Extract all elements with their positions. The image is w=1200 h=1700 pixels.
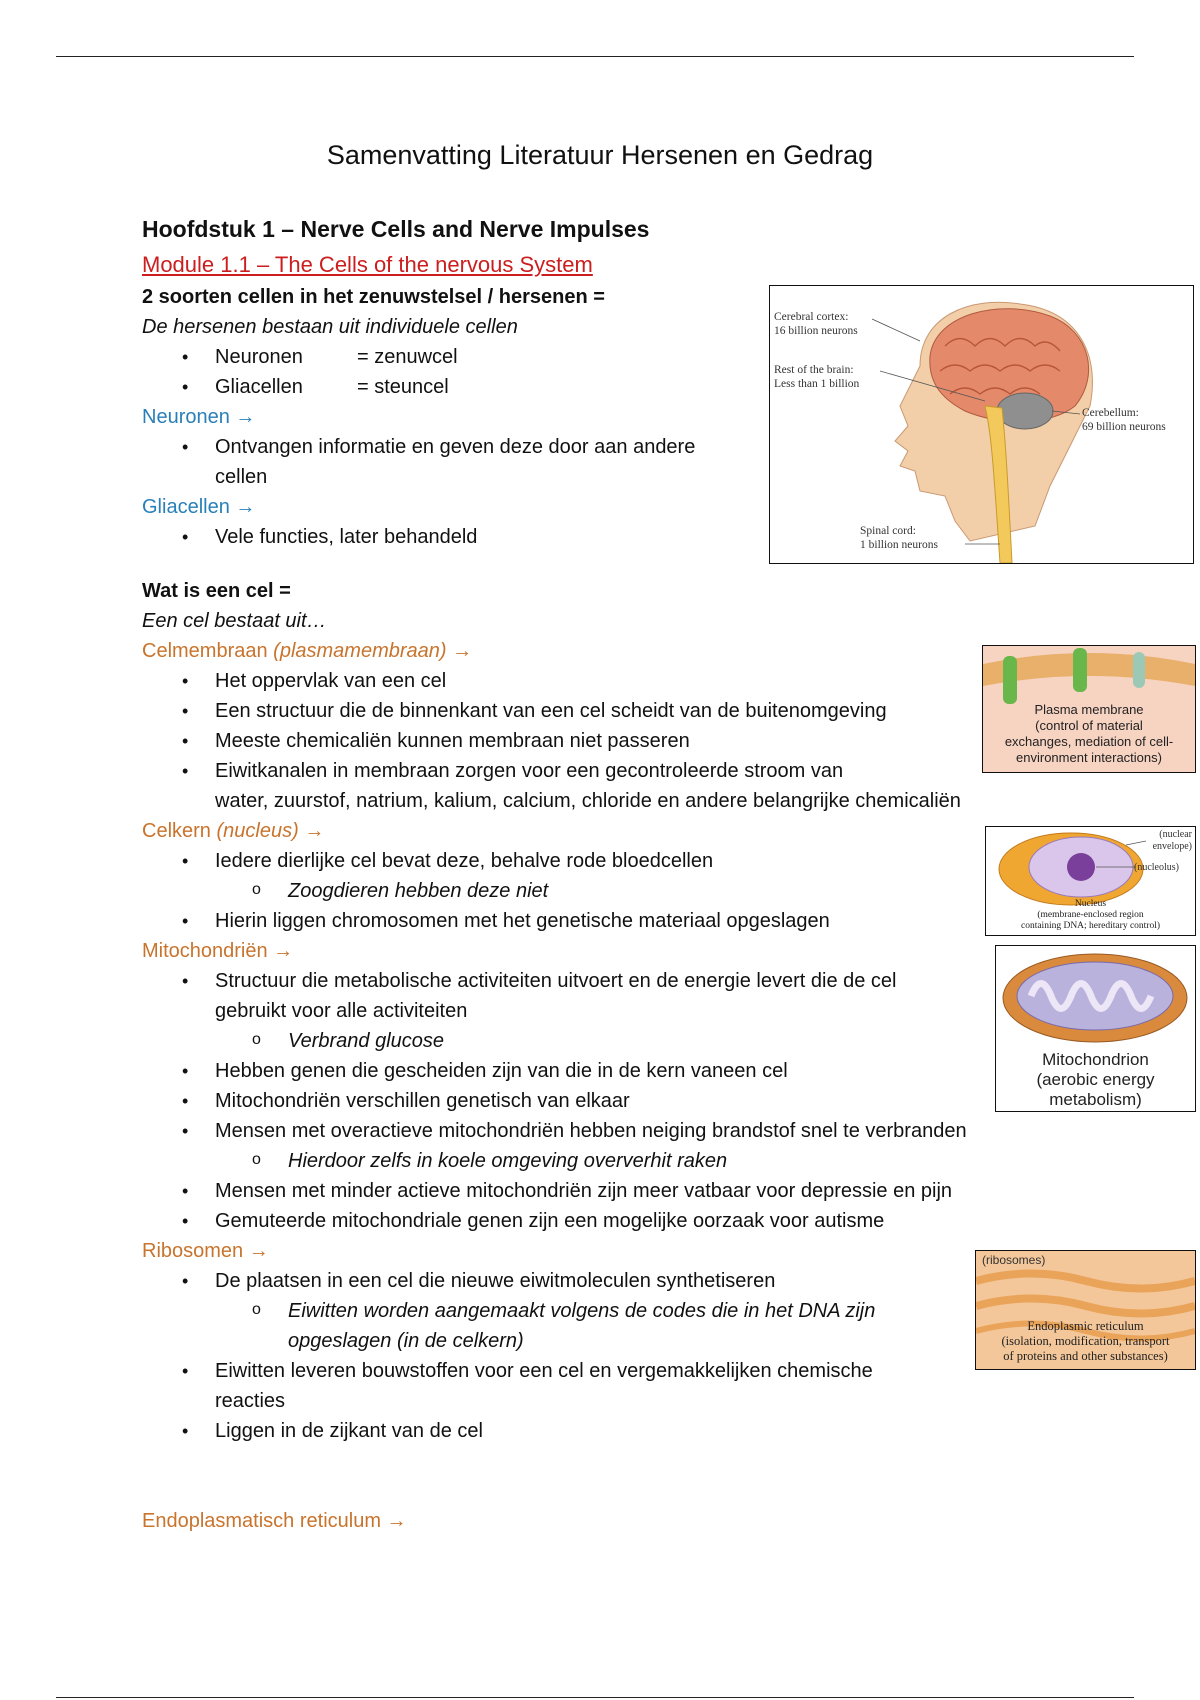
list-item: • Vele functies, later behandeld	[142, 522, 1142, 552]
rest-of-brain-label: Rest of the brain: Less than 1 billion	[774, 364, 860, 390]
cells-heading: 2 soorten cellen in het zenuwstelsel / hersenen =	[142, 286, 605, 308]
top-rule	[56, 56, 1134, 57]
list-item: • Eiwitkanalen in membraan zorgen voor een gecontroleerde stroom van	[142, 756, 1142, 786]
list-item: • Meeste chemicaliën kunnen membraan niet passeren	[142, 726, 1142, 756]
membrane-caption: Plasma membrane (control of material exchanges, mediation of cell- environment interactions)	[1004, 702, 1174, 765]
mitochondrion-figure	[995, 945, 1196, 1112]
list-item: • Een structuur die de binnenkant van een cel scheidt van de buitenomgeving	[142, 696, 1142, 726]
list-item-continuation: water, zuurstof, natrium, kalium, calcium, chloride en andere belangrijke chemicaliën	[215, 790, 961, 812]
list-item-continuation: reacties	[215, 1390, 286, 1412]
list-item: • Mensen met minder actieve mitochondriën zijn meer vatbaar voor depressie en pijn	[142, 1176, 1142, 1206]
mitochondrion-caption: Mitochondrion (aerobic energy metabolism)	[1036, 1050, 1155, 1109]
chapter-heading: Hoofdstuk 1 – Nerve Cells and Nerve Impulses	[142, 216, 650, 242]
cortex-label: Cerebral cortex: 16 billion neurons	[774, 311, 858, 337]
whatcell-intro: Een cel bestaat uit…	[142, 610, 327, 632]
spinal-cord-label: Spinal cord: 1 billion neurons	[860, 525, 938, 551]
er-caption: Endoplasmic reticulum (isolation, modification, transport of proteins and other substances)	[1001, 1319, 1170, 1363]
membrane-label: Celmembraan (plasmamembraan) →	[142, 640, 473, 662]
list-item: • Mitochondriën verschillen genetisch van elkaar	[142, 1086, 1142, 1116]
list-item-continuation: cellen	[215, 466, 268, 488]
mitochondria-list	[142, 966, 1142, 996]
list-item: • Mensen met overactieve mitochondriën hebben neiging brandstof snel te verbranden	[142, 1116, 1142, 1146]
whatcell-heading: Wat is een cel =	[142, 580, 291, 602]
bottom-rule	[56, 1697, 1134, 1698]
brain-figure	[769, 285, 1194, 564]
list-item: • Liggen in de zijkant van de cel	[142, 1416, 1142, 1446]
membrane-figure	[982, 645, 1196, 773]
list-item: • Iedere dierlijke cel bevat deze, behalve rode bloedcellen	[142, 846, 1142, 876]
list-item: • De plaatsen in een cel die nieuwe eiwitmoleculen synthetiseren	[142, 1266, 1142, 1296]
ribosomes-label-fig: (ribosomes)	[982, 1253, 1046, 1267]
cerebellum-label: Cerebellum: 69 billion neurons	[1082, 407, 1166, 433]
list-item: • Gliacellen = steuncel	[142, 372, 1142, 402]
list-item: • Gemuteerde mitochondriale genen zijn een mogelijke oorzaak voor autisme	[142, 1206, 1142, 1236]
sub-list-item: o Verbrand glucose	[142, 1026, 1142, 1056]
nucleus-caption: Nucleus (membrane-enclosed region containing DNA; hereditary control)	[1020, 899, 1161, 931]
nucleus-figure	[985, 826, 1196, 936]
list-item: • Structuur die metabolische activiteiten uitvoert en de energie levert die de cel	[142, 966, 1142, 996]
nucleolus-label: (nucleolus)	[1134, 862, 1179, 873]
list-item-continuation: gebruikt voor alle activiteiten	[215, 1000, 468, 1022]
module-heading: Module 1.1 – The Cells of the nervous System	[142, 252, 593, 277]
list-item: • Hierin liggen chromosomen met het genetische materiaal opgeslagen	[142, 906, 1142, 936]
er-figure	[975, 1250, 1196, 1370]
neurons-label: Neuronen →	[142, 406, 256, 428]
list-item: • Het oppervlak van een cel	[142, 666, 1142, 696]
nucleus-label: Celkern (nucleus) →	[142, 820, 325, 842]
nuclear-envelope-label: (nuclear envelope)	[1152, 829, 1192, 852]
ribosomes-label: Ribosomen →	[142, 1240, 269, 1262]
glia-label: Gliacellen →	[142, 496, 256, 518]
er-label: Endoplasmatisch reticulum →	[142, 1510, 407, 1532]
sub-list-item: o Hierdoor zelfs in koele omgeving oververhit raken	[142, 1146, 1142, 1176]
cells-intro: De hersenen bestaan uit individuele cellen	[142, 316, 518, 338]
page-title: Samenvatting Literatuur Hersenen en Gedrag	[326, 140, 874, 170]
mitochondria-label: Mitochondriën →	[142, 940, 294, 962]
list-item: • Hebben genen die gescheiden zijn van die in de kern vaneen cel	[142, 1056, 1142, 1086]
sub-list-item: o Eiwitten worden aangemaakt volgens de codes die in het DNA zijn	[142, 1296, 1142, 1326]
list-item-continuation: opgeslagen (in de celkern)	[288, 1330, 524, 1352]
list-item: • Ontvangen informatie en geven deze door aan andere	[142, 432, 1142, 462]
sub-list-item: o Zoogdieren hebben deze niet	[142, 876, 1142, 906]
list-item: • Neuronen = zenuwcel	[142, 342, 1142, 372]
list-item: • Eiwitten leveren bouwstoffen voor een cel en vergemakkelijken chemische	[142, 1356, 1142, 1386]
